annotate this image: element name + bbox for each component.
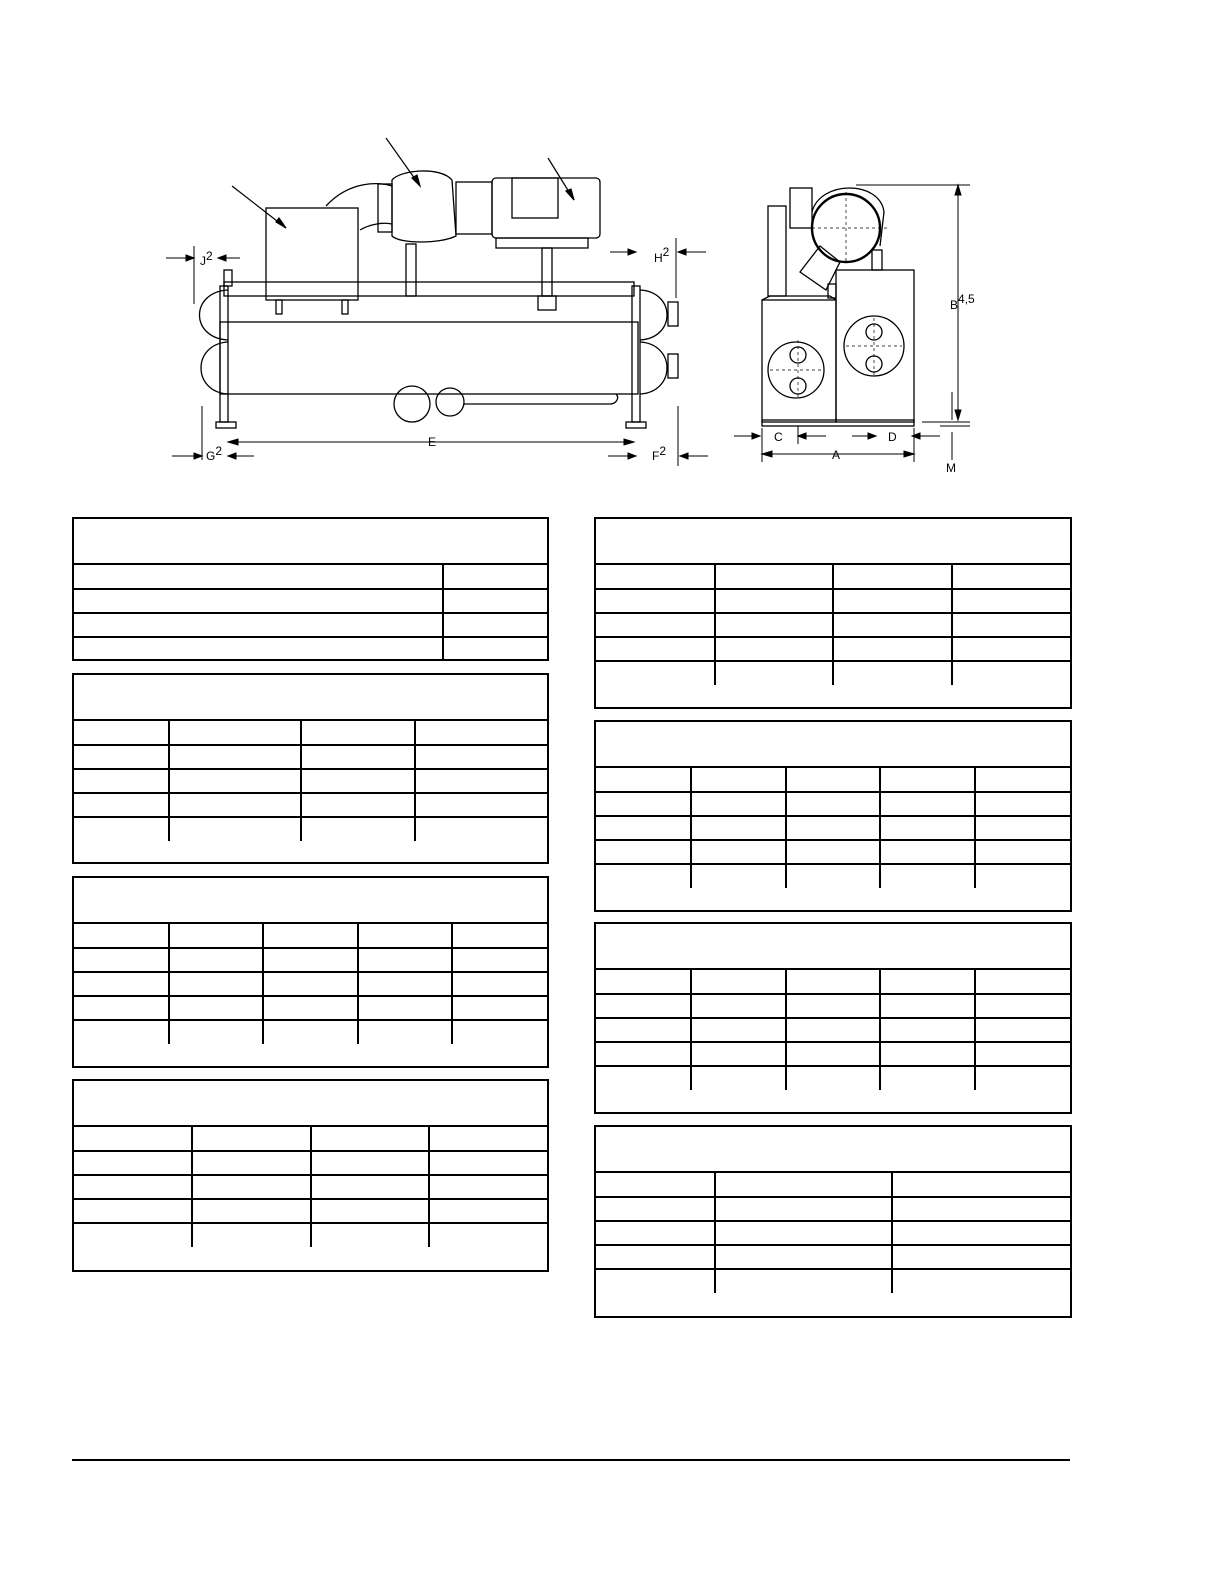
table-row [596, 840, 1070, 864]
table-row [74, 1151, 547, 1175]
dim-label-m: M [946, 461, 956, 475]
table-grid [74, 565, 547, 661]
table-row [74, 769, 547, 793]
table-row [74, 996, 547, 1020]
side-view [200, 171, 679, 428]
table-row [74, 1127, 547, 1151]
side-dimension-lines [166, 238, 708, 466]
table-row [596, 565, 1070, 589]
table-row [74, 1020, 547, 1044]
table-row [596, 589, 1070, 613]
table-grid [596, 565, 1070, 685]
table-grid [74, 924, 547, 1044]
table-grid [596, 768, 1070, 888]
table-left-4 [72, 1079, 549, 1272]
left-water-box-upper [200, 290, 229, 340]
table-right-2 [594, 720, 1072, 912]
table-left-1 [72, 517, 549, 661]
dim-label-f: F2 [652, 444, 667, 463]
dim-label-h: H2 [654, 245, 670, 265]
table-row [596, 1042, 1070, 1066]
table-row [596, 637, 1070, 661]
table-row [74, 1175, 547, 1199]
table-grid [596, 1173, 1070, 1293]
table-row [74, 924, 547, 948]
table-row [596, 1066, 1070, 1090]
dim-label-g: G2 [206, 444, 223, 463]
table-row [74, 565, 547, 589]
footer-rule [72, 1459, 1070, 1461]
dim-label-a: A [832, 448, 841, 462]
table-header [74, 878, 547, 924]
evaporator-end [762, 300, 836, 422]
dim-label-e: E [428, 435, 437, 449]
table-row [74, 745, 547, 769]
table-row [74, 721, 547, 745]
table-row [596, 970, 1070, 994]
table-row [74, 793, 547, 817]
table-row [596, 994, 1070, 1018]
table-row [596, 1245, 1070, 1269]
condenser-pipe [224, 282, 634, 296]
table-row [74, 817, 547, 841]
table-row [74, 972, 547, 996]
table-row [74, 589, 547, 613]
table-grid [74, 1127, 547, 1247]
dim-label-d: D [888, 430, 897, 444]
table-row [596, 1269, 1070, 1293]
table-header [596, 519, 1070, 565]
table-row [74, 637, 547, 661]
table-row [74, 1223, 547, 1247]
leader-arrows [232, 138, 574, 228]
table-grid [74, 721, 547, 841]
table-right-3 [594, 922, 1072, 1114]
table-row [596, 768, 1070, 792]
table-header [596, 1127, 1070, 1173]
table-row [596, 613, 1070, 637]
table-row [596, 1221, 1070, 1245]
motor [492, 178, 600, 238]
table-left-2 [72, 673, 549, 864]
table-right-4 [594, 1125, 1072, 1318]
compressor [392, 171, 456, 242]
table-row [596, 816, 1070, 840]
table-row [74, 613, 547, 637]
chiller-dimension-drawing [0, 0, 1224, 500]
table-grid [596, 970, 1070, 1090]
dim-label-b: B4,5 [950, 292, 975, 312]
table-row [596, 864, 1070, 888]
right-water-box-lower [640, 342, 667, 394]
table-header [74, 519, 547, 565]
table-row [596, 792, 1070, 816]
table-header [74, 675, 547, 721]
table-header [74, 1081, 547, 1127]
table-row [596, 1018, 1070, 1042]
table-row [596, 661, 1070, 685]
table-left-3 [72, 876, 549, 1068]
table-row [74, 948, 547, 972]
table-right-1 [594, 517, 1072, 709]
table-row [596, 1197, 1070, 1221]
dim-label-j: J2 [200, 249, 213, 268]
table-header [596, 722, 1070, 768]
dim-label-c: C [774, 430, 783, 444]
right-water-box-upper [640, 290, 667, 340]
table-row [74, 1199, 547, 1223]
table-header [596, 924, 1070, 970]
evaporator-shell [220, 322, 638, 394]
left-water-box-lower [201, 342, 228, 394]
end-view [762, 188, 914, 426]
table-row [596, 1173, 1070, 1197]
